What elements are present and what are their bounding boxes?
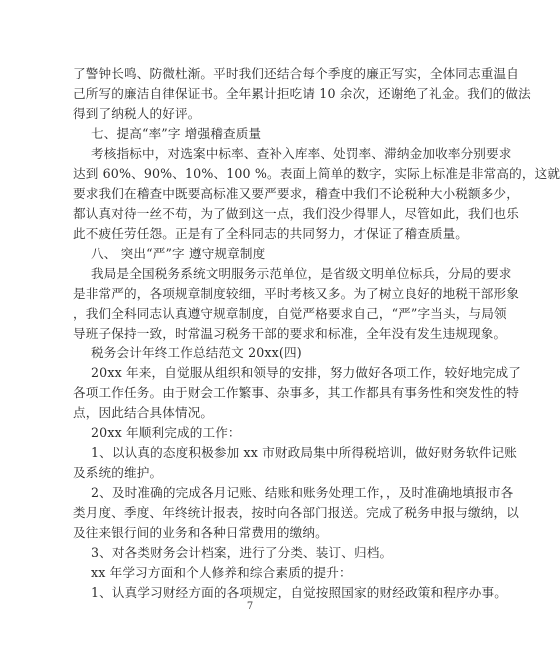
section-heading: 七、提高“率”字 增强稽查质量 [91, 126, 262, 141]
list-item-line: 及往来银行间的业务和各种日常费用的缴纳。 [73, 525, 328, 540]
text-line: 各项工作任务。由于财会工作繁事、杂事多，其工作都具有事务性和突发性的特 [73, 385, 520, 400]
list-item-line: 3、对各类财务会计档案，进行了分类、装订、归档。 [91, 545, 393, 560]
list-item-line: 类月度、季度、年终统计报表，按时向各部门报送。完成了税务申报与缴纳，以 [73, 505, 520, 520]
text-line: 了警钟长鸣、防微杜渐。平时我们还结合每个季度的廉正写实，全体同志重温自 [73, 66, 520, 81]
text-line: 20xx 年来，自觉服从组织和领导的安排，努力做好各项工作，较好地完成了 [91, 365, 522, 380]
subsection-heading: xx 年学习方面和个人修养和综合素质的提升： [91, 565, 352, 580]
text-line: 达到 60%、90%、10%、100 %。表面上简单的数字，实际上标准是非常高的，这就 [73, 166, 560, 181]
subsection-heading: 20xx 年顺利完成的工作： [91, 425, 241, 440]
text-line: 此不疲任劳任怨。正是有了全科同志的共同努力，才保证了稽查质量。 [73, 226, 469, 241]
text-line: 都认真对待一丝不苟，为了做到这一点，我们没少得罪人，尽管如此，我们也乐 [73, 206, 520, 221]
section-heading: 八、 突出“严”字 遵守规章制度 [91, 246, 266, 261]
text-line: 己所写的廉洁自律保证书。全年累计拒吃请 10 余次，还谢绝了礼金。我们的做法 [73, 86, 531, 101]
text-line: 点，因此结合具体情况。 [73, 405, 214, 420]
text-line: 导班子保持一致，时常温习税务干部的要求和标准，全年没有发生违规现象。 [73, 326, 507, 341]
list-item-line: 1、以认真的态度积极参加 xx 市财政局集中所得税培训，做好财务软件记账 [91, 445, 518, 460]
section-title: 税务会计年终工作总结范文 20xx(四) [91, 345, 302, 360]
text-line: 是非常严的，各项规章制度较细，平时考核又多。为了树立良好的地税干部形象 [73, 286, 520, 301]
list-item-line: 1、认真学习财经方面的各项规定，自觉按照国家的财经政策和程序办事。 [91, 585, 507, 600]
text-line: 考核指标中，对选案中标率、查补入库率、处罚率、滞纳金加收率分别要求 [91, 146, 512, 161]
text-line: 得到了纳税人的好评。 [73, 106, 201, 121]
page-number: 7 [246, 601, 254, 612]
text-line: 要求我们在稽查中既要高标准又要严要求，稽查中我们不论税种大小税额多少， [73, 186, 520, 201]
text-line: 我局是全国税务系统文明服务示范单位，是省级文明单位标兵，分局的要求 [91, 266, 512, 281]
list-item-line: 2、及时准确的完成各月记账、结账和账务处理工作，，及时准确地填报市各 [91, 485, 514, 500]
list-item-line: 及系统的维护。 [73, 465, 163, 480]
text-line: ，我们全科同志认真遵守规章制度，自觉严格要求自己，“严”字当头，与局领 [73, 306, 507, 321]
